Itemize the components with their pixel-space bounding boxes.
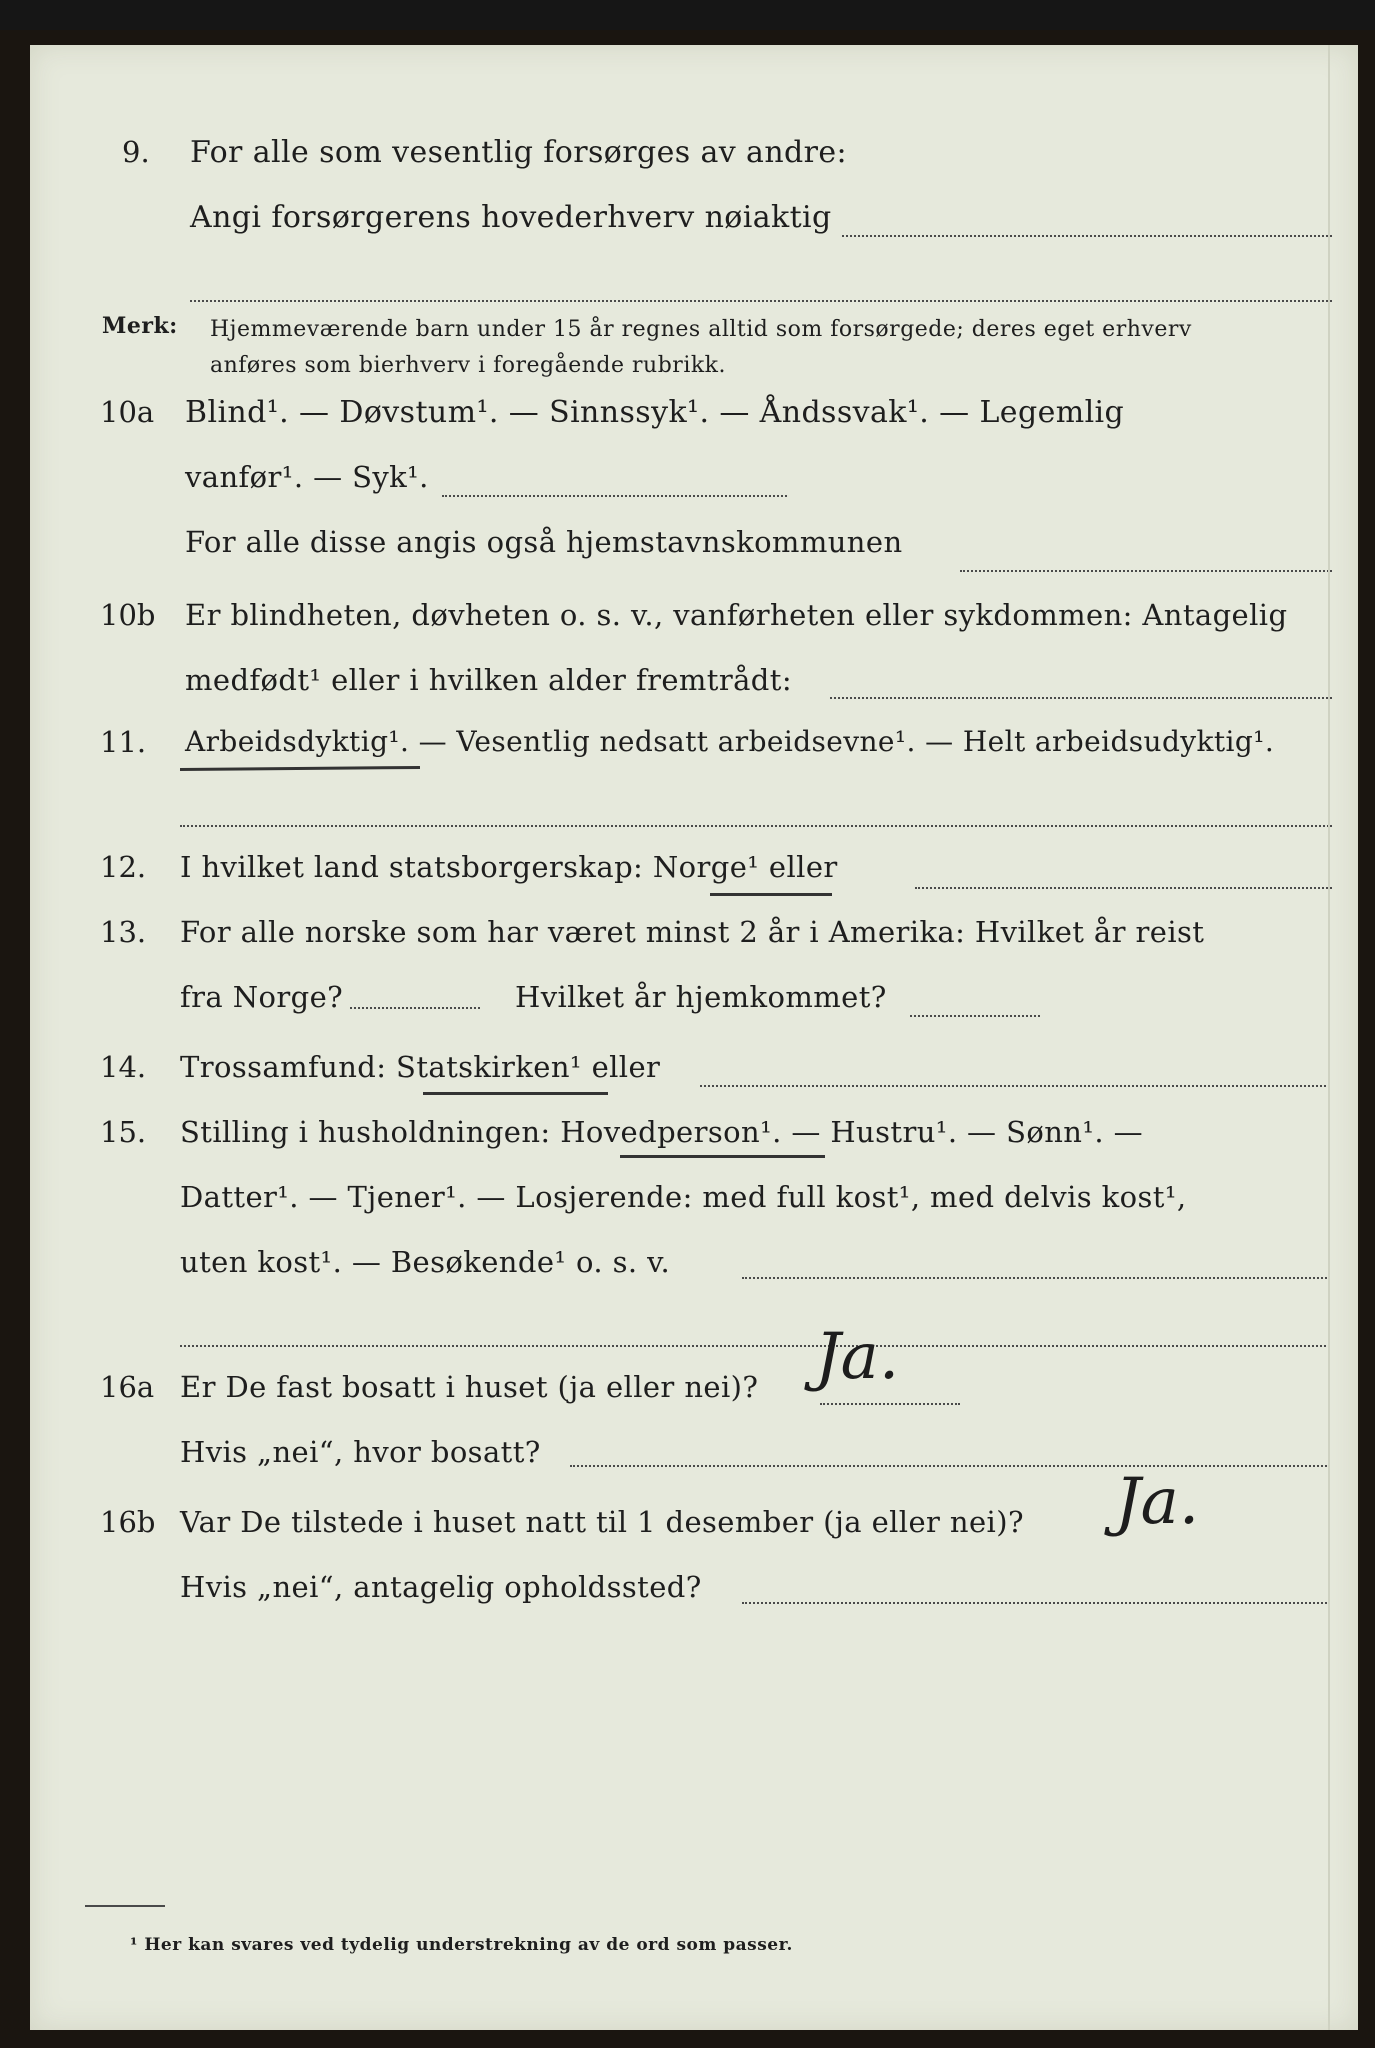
q9-number: 9. <box>122 135 150 169</box>
footnote-text: ¹ Her kan svares ved tydelig understrekning av de ord som passer. <box>130 1935 793 1955</box>
q10b-number: 10b <box>100 598 156 632</box>
q13-number: 13. <box>100 915 147 949</box>
q15-line1: Stilling i husholdningen: Hovedperson¹. — Hustru¹. — Sønn¹. — <box>180 1115 1144 1149</box>
q14-number: 14. <box>100 1050 147 1084</box>
q10a-number: 10a <box>100 395 155 429</box>
q15-line2: Datter¹. — Tjener¹. — Losjerende: med full kost¹, med delvis kost¹, <box>180 1180 1187 1214</box>
q16b-opholdssted-line[interactable] <box>742 1602 1330 1604</box>
q9-answer-line-2[interactable] <box>190 300 1332 302</box>
q16b-number: 16b <box>100 1505 156 1539</box>
q10a-syk-line[interactable] <box>442 495 787 497</box>
q16b-line2: Hvis „nei“, antagelig opholdssted? <box>180 1570 702 1604</box>
q12-underline-norge <box>710 893 832 896</box>
merk-line2: anføres som bierhverv i foregående rubrikk. <box>210 353 727 378</box>
q16a-handwritten-answer: Ja. <box>815 1320 900 1394</box>
merk-label: Merk: <box>102 313 178 339</box>
q11-underline-arbeidsdyktig <box>180 766 420 771</box>
q14-answer-line[interactable] <box>700 1085 1330 1087</box>
q16a-bosatt-line[interactable] <box>570 1465 1330 1467</box>
q9-answer-line[interactable] <box>842 235 1332 237</box>
q13-line1: For alle norske som har været minst 2 år i Amerika: Hvilket år reist <box>180 915 1205 949</box>
q10b-line1: Er blindheten, døvheten o. s. v., vanførheten eller sykdommen: Antagelig <box>185 598 1288 632</box>
q10a-hjemstavn-line[interactable] <box>960 570 1332 572</box>
q16a-answer-line[interactable] <box>820 1403 960 1405</box>
q10a-line2: vanfør¹. — Syk¹. <box>185 460 429 494</box>
q9-line1: For alle som vesentlig forsørges av andre: <box>190 135 848 170</box>
q13-line2b: Hvilket år hjemkommet? <box>515 980 887 1014</box>
q9-line2: Angi forsørgerens hovederhverv nøiaktig <box>190 200 832 235</box>
q14-line1: Trossamfund: Statskirken¹ eller <box>180 1050 661 1084</box>
scan-top-edge <box>0 0 1375 30</box>
q11-number: 11. <box>100 725 147 759</box>
q15-underline-hovedperson <box>620 1155 825 1158</box>
q10a-line1: Blind¹. — Døvstum¹. — Sinnssyk¹. — Åndssvak¹. — Legemlig <box>185 395 1125 430</box>
q11-line1: Arbeidsdyktig¹. — Vesentlig nedsatt arbeidsevne¹. — Helt arbeidsudyktig¹. <box>185 725 1275 758</box>
footnote-rule <box>85 1905 165 1907</box>
q12-line1: I hvilket land statsborgerskap: Norge¹ eller <box>180 850 838 884</box>
q13-hjemkommet-line[interactable] <box>910 1015 1040 1017</box>
q16a-number: 16a <box>100 1370 155 1404</box>
q10a-line3: For alle disse angis også hjemstavnskommunen <box>185 525 903 559</box>
q10b-answer-line[interactable] <box>830 697 1332 699</box>
q16b-handwritten-answer: Ja. <box>1115 1465 1200 1539</box>
q15-line3: uten kost¹. — Besøkende¹ o. s. v. <box>180 1245 671 1279</box>
q15-answer-line[interactable] <box>742 1277 1330 1279</box>
q12-answer-line[interactable] <box>915 887 1332 889</box>
q10b-line2: medfødt¹ eller i hvilken alder fremtrådt: <box>185 663 792 697</box>
merk-line1: Hjemmeværende barn under 15 år regnes alltid som forsørgede; deres eget erhverv <box>210 317 1192 342</box>
q16a-line2: Hvis „nei“, hvor bosatt? <box>180 1435 541 1469</box>
q16b-line1: Var De tilstede i huset natt til 1 desember (ja eller nei)? <box>180 1505 1024 1539</box>
q11-answer-line[interactable] <box>180 825 1332 827</box>
q15-answer-line-2[interactable] <box>180 1345 1330 1347</box>
q13-reist-line[interactable] <box>350 1007 480 1009</box>
q12-number: 12. <box>100 850 147 884</box>
census-form-page <box>30 45 1358 2030</box>
q16a-line1: Er De fast bosatt i huset (ja eller nei)? <box>180 1370 759 1404</box>
q15-number: 15. <box>100 1115 147 1149</box>
q14-underline-statskirken <box>423 1092 608 1095</box>
q13-line2a: fra Norge? <box>180 980 344 1014</box>
